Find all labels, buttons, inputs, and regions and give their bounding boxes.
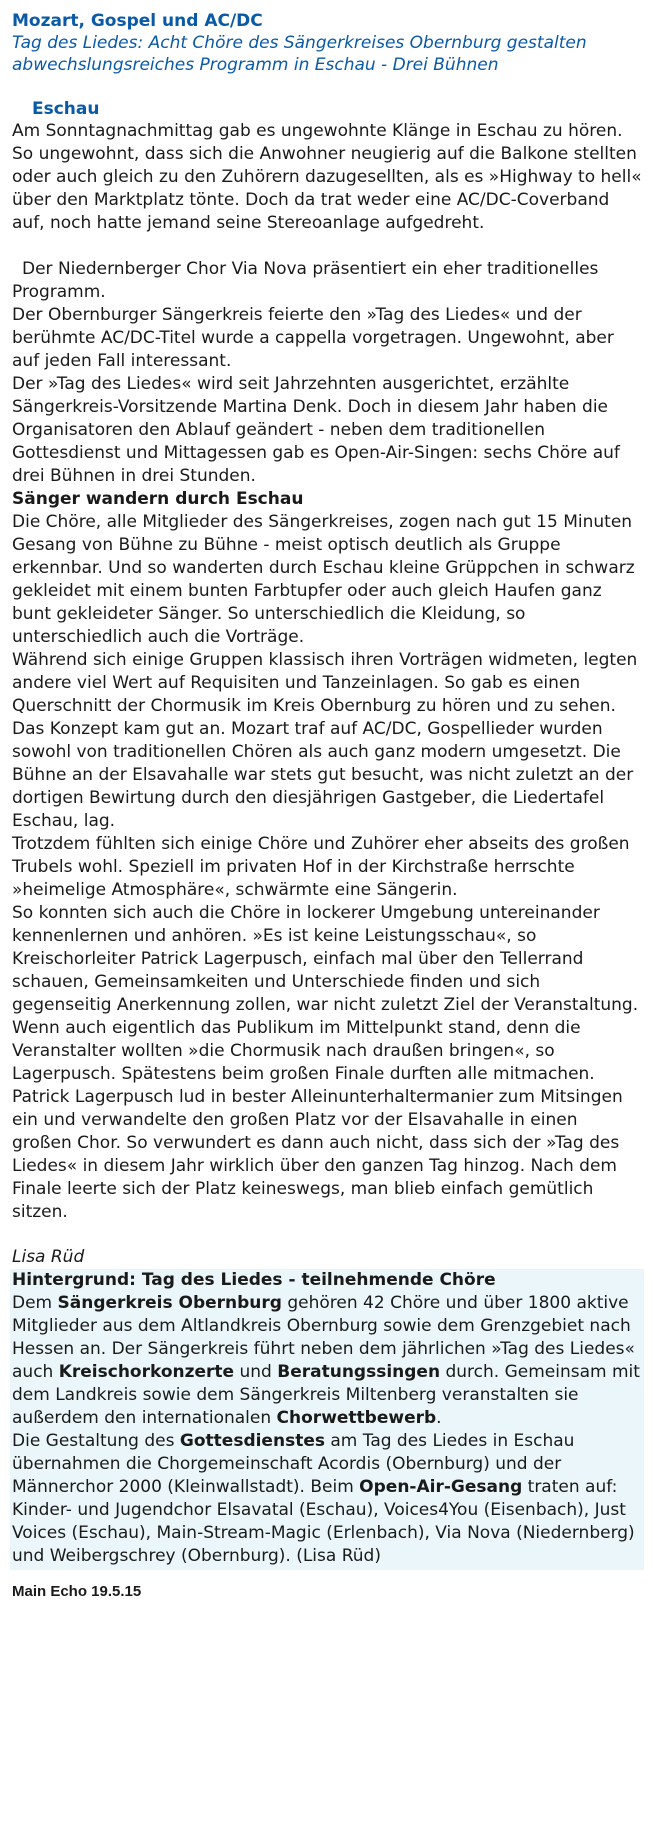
infobox-title: Hintergrund: Tag des Liedes - teilnehmende Chöre [12, 1270, 496, 1290]
infobox-emphasis: Kreischorkonzerte [58, 1362, 235, 1382]
infobox-emphasis: Chorwettbewerb [276, 1408, 437, 1428]
source-line: Main Echo 19.5.15 [12, 1583, 142, 1600]
article-author: Lisa Rüd [12, 1247, 85, 1267]
article-paragraph: Am Sonntagnachmittag gab es ungewohnte Klänge in Eschau zu hören. So ungewohnt, dass sich die Anwohner neugierig auf die Balkone stellten oder auch gleich zu den Zuhörern dazugesellten, als es »Highway to hell« über den Marktplatz tönte. Doch da trat weder eine AC/DC-Coverband auf, noch hatte jemand seine Stereoanlage aufgedreht. [12, 121, 642, 233]
article-paragraph: Die Chöre, alle Mitglieder des Sängerkreises, zogen nach gut 15 Minuten Gesang von Bühne zu Bühne - meist optisch deutlich als Gruppe erkennbar. Und so wanderten durch Eschau kleine Grüppchen in schwarz gekleidet mit einem bunten Farbtupfer oder auch gleich Haufen ganz bunt gekleideter Sänger. So unterschiedlich die Kleidung, so unterschiedlich auch die Vorträge. [12, 512, 635, 647]
article-subheadline: Tag des Liedes: Acht Chöre des Sängerkreises Obernburg gestalten abwechslungsreiches Programm in Eschau - Drei Bühnen [12, 33, 587, 75]
infobox-emphasis: Beratungssingen [277, 1362, 441, 1382]
infobox-text: und [234, 1362, 278, 1382]
article-paragraph: So konnten sich auch die Chöre in lockerer Umgebung untereinander kennenlernen und anhören. »Es ist keine Leistungsschau«, so Kreischorleiter Patrick Lagerpusch, einfach mal über den Tellerrand schauen, Gemeinsamkeiten und Unterschiede finden und sich gegenseitig Anerkennung zollen, war nicht zuletzt Ziel der Veranstaltung. Wenn auch eigentlich das Publikum im Mittelpunkt stand, denn die Veranstalter wollten »die Chormusik nach draußen bringen«, so Lagerpusch. Spätestens beim großen Finale durften alle mitmachen. Patrick Lagerpusch lud in bester Alleinunterhaltermanier zum Mitsingen ein und verwandelte den großen Platz vor der Elsavahalle in einen großen Chor. So verwundert es dann auch nicht, dass sich der »Tag des Liedes« in diesem Jahr wirklich über den ganzen Tag hinzog. Nach dem Finale leerte sich der Platz keineswegs, man blieb einfach gemütlich sitzen. [12, 903, 639, 1222]
infobox-emphasis: Sängerkreis Obernburg [57, 1293, 282, 1313]
article-body [12, 120, 642, 1602]
article-paragraph: Trotzdem fühlten sich einige Chöre und Zuhörer eher abseits des großen Trubels wohl. Speziell im privaten Hof in der Kirchstraße herrschte »heimelige Atmosphäre«, schwärmte eine Sängerin. [12, 834, 630, 900]
infobox-text: traten auf: Kinder- und Jugendchor Elsavatal (Eschau), Voices4You (Eisenbach), Just Voices (Eschau), Main-Stream-Magic (Erlenbach), Via Nova (Niedernberg) und Weibergschrey (Obernburg). (Lisa Rüd) [12, 1477, 635, 1566]
infobox-text: durch. Gemeinsam mit dem Landkreis sowie dem Sängerkreis Miltenberg veranstalten sie außerdem den internationalen [12, 1362, 640, 1428]
infobox-text: Die Gestaltung des [12, 1431, 180, 1451]
infobox-text: am Tag des Liedes in Eschau übernahmen die Chorgemeinschaft Acordis (Obernburg) und der Männerchor 2000 (Kleinwallstadt). Beim [12, 1431, 575, 1497]
article-paragraph: Der »Tag des Liedes« wird seit Jahrzehnten ausgerichtet, erzählte Sängerkreis-Vorsitzende Martina Denk. Doch in diesem Jahr haben die Organisatoren den Ablauf geändert - neben dem traditionellen Gottesdienst und Mittagessen gab es Open-Air-Singen: sechs Chöre auf drei Bühnen in drei Stunden. [12, 374, 620, 486]
infobox-text: . [436, 1408, 442, 1428]
infobox-emphasis: Open-Air-Gesang [359, 1477, 523, 1497]
article-paragraph: Der Obernburger Sängerkreis feierte den »Tag des Liedes« und der berühmte AC/DC-Titel wurde a cappella vorgetragen. Ungewohnt, aber auf jeden Fall interessant. [12, 305, 614, 371]
article-subheading: Sänger wandern durch Eschau [12, 489, 304, 509]
article-headline: Mozart, Gospel und AC/DC [12, 11, 263, 31]
article-paragraph: Während sich einige Gruppen klassisch ihren Vorträgen widmeten, legten andere viel Wert auf Requisiten und Tanzeinlagen. So gab es einen Querschnitt der Chormusik im Kreis Obernburg zu hören und zu sehen. Das Konzept kam gut an. Mozart traf auf AC/DC, Gospellieder wurden sowohl von traditionellen Chören als auch ganz modern umgesetzt. Die Bühne an der Elsavahalle war stets gut besucht, was nicht zuletzt an der dortigen Bewirtung durch den diesjährigen Gastgeber, die Liedertafel Eschau, lag. [12, 650, 638, 831]
infobox-emphasis: Gottesdienstes [179, 1431, 325, 1451]
infobox-paragraph [12, 1430, 644, 1568]
infobox-text: gehören 42 Chöre und über 1800 aktive Mitglieder aus dem Altlandkreis Obernburg sowie dem Grenzgebiet nach Hessen an. Der Sängerkreis führt neben dem jährlichen »Tag des Liedes« auch [12, 1293, 635, 1382]
infobox-text: Dem [12, 1293, 58, 1313]
image-caption: Der Niedernberger Chor Via Nova präsentiert ein eher traditionelles Programm. [12, 259, 599, 302]
background-infobox [10, 1269, 644, 1570]
article-location: Eschau [32, 99, 100, 119]
infobox-paragraph [12, 1292, 644, 1430]
